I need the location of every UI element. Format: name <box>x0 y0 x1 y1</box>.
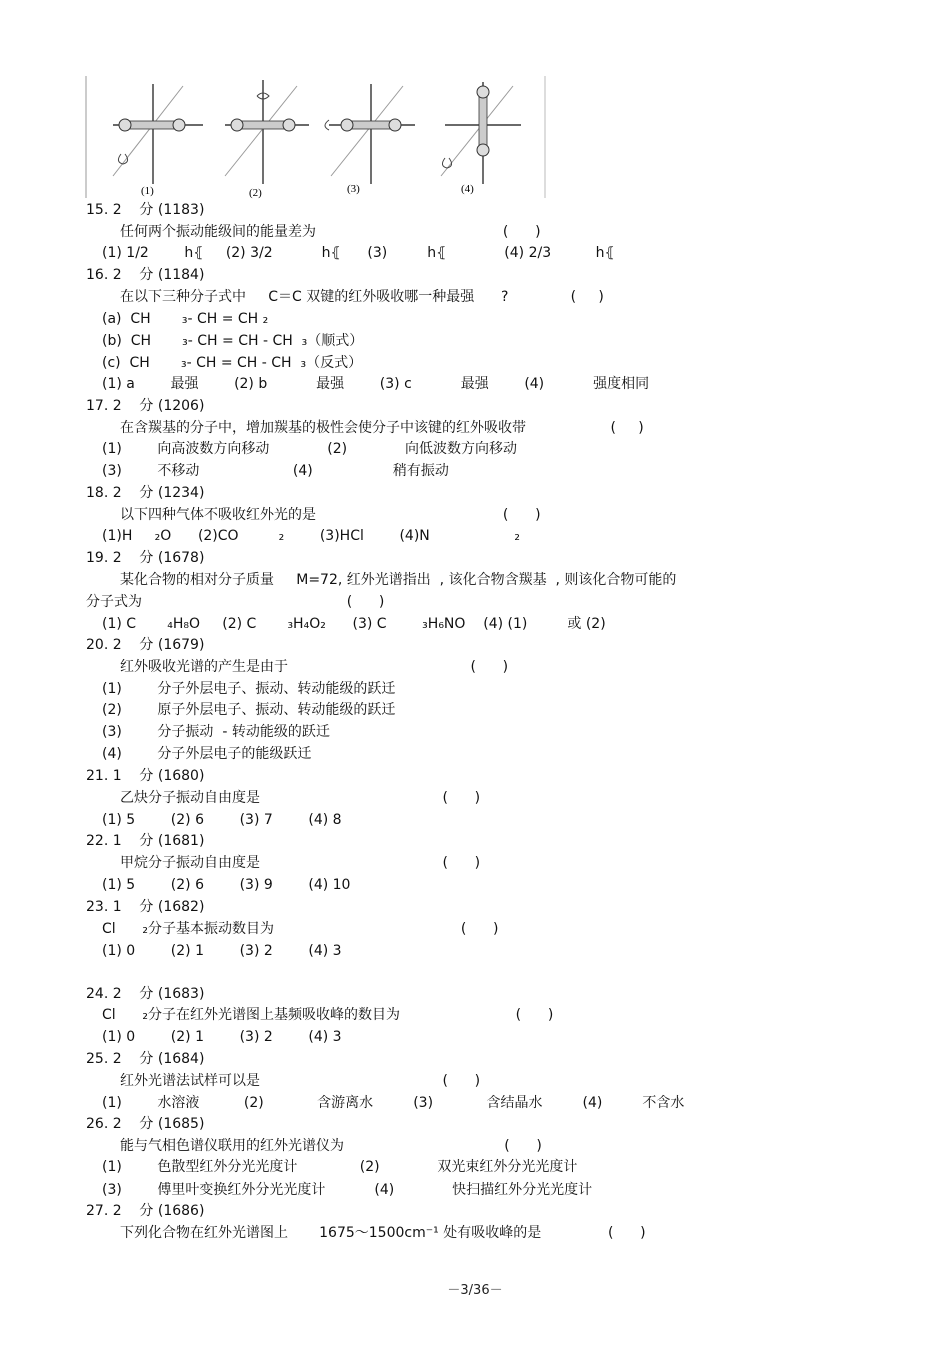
text-line: (4) 分子外层电子的能级跃迁 <box>102 746 312 762</box>
mode-3-diagram <box>325 84 415 184</box>
text-line: 分子式为 ( ) <box>86 594 385 610</box>
text-line: 在以下三种分子式中 C＝C 双键的红外吸收哪一种最强 ? ( ) <box>120 289 604 305</box>
text-line: 15. 2 分 (1183) <box>86 202 205 218</box>
vibration-mode-figure <box>85 76 547 200</box>
caption-3: (3) <box>347 183 360 195</box>
text-line: (1) C ₄H₈O (2) C ₃H₄O₂ (3) C ₃H₆NO (4) (1) 或 (2) <box>102 616 606 632</box>
text-line: 20. 2 分 (1679) <box>86 637 205 653</box>
caption-4: (4) <box>461 183 474 195</box>
text-line: (b) CH ₃- CH = CH - CH ₃（顺式） <box>102 333 364 349</box>
text-line: 17. 2 分 (1206) <box>86 398 205 414</box>
text-line: (1) 色散型红外分光光度计 (2) 双光束红外分光光度计 <box>102 1159 578 1175</box>
text-line: 任何两个振动能级间的能量差为 ( ) <box>120 224 541 240</box>
mode-4-diagram <box>441 82 521 184</box>
text-line: 下列化合物在红外光谱图上 1675～1500cm⁻¹ 处有吸收峰的是 ( ) <box>120 1225 646 1241</box>
page-number: －3/36－ <box>447 1283 503 1298</box>
text-line: 18. 2 分 (1234) <box>86 485 205 501</box>
text-line: (1) 1/2 h⦃ (2) 3/2 h⦃ (3) h⦃ (4) 2/3 h⦃ <box>102 245 615 261</box>
text-line: (1) 分子外层电子、振动、转动能级的跃迁 <box>102 681 396 697</box>
text-line: (3) 分子振动 - 转动能级的跃迁 <box>102 724 330 740</box>
text-line: (1) a 最强 (2) b 最强 (3) c 最强 (4) 强度相同 <box>102 376 650 392</box>
text-line: (1) 5 (2) 6 (3) 7 (4) 8 <box>102 812 342 828</box>
text-line: 在含羰基的分子中，增加羰基的极性会使分子中该键的红外吸收带 ( ) <box>120 420 644 436</box>
text-line: 能与气相色谱仪联用的红外光谱仪为 ( ) <box>120 1138 542 1154</box>
text-line: 25. 2 分 (1684) <box>86 1051 205 1067</box>
text-line: (2) 原子外层电子、振动、转动能级的跃迁 <box>102 702 396 718</box>
text-line: (a) CH ₃- CH = CH ₂ <box>102 311 269 327</box>
mode-1-diagram <box>113 84 203 184</box>
text-line: 红外光谱法试样可以是 ( ) <box>120 1073 481 1089</box>
text-line: 乙炔分子振动自由度是 ( ) <box>120 790 481 806</box>
caption-2: (2) <box>249 187 262 199</box>
caption-1: (1) <box>141 185 154 197</box>
text-line: 22. 1 分 (1681) <box>86 833 205 849</box>
text-line: 以下四种气体不吸收红外光的是 ( ) <box>120 507 541 523</box>
text-line: 23. 1 分 (1682) <box>86 899 205 915</box>
vibration-mode-diagram <box>85 76 547 200</box>
text-line: 27. 2 分 (1686) <box>86 1203 205 1219</box>
text-line: (1)H ₂O (2)CO ₂ (3)HCl (4)N ₂ <box>102 528 520 544</box>
text-line: (c) CH ₃- CH = CH - CH ₃（反式） <box>102 355 363 371</box>
text-line: 某化合物的相对分子质量 M=72, 红外光谱指出 , 该化合物含羰基 , 则该化合物可能的 <box>120 572 677 588</box>
text-line: 24. 2 分 (1683) <box>86 986 205 1002</box>
text-line: Cl ₂分子基本振动数目为 ( ) <box>102 921 499 937</box>
text-line: 19. 2 分 (1678) <box>86 550 205 566</box>
text-line: (1) 0 (2) 1 (3) 2 (4) 3 <box>102 1029 342 1045</box>
text-line: (1) 5 (2) 6 (3) 9 (4) 10 <box>102 877 351 893</box>
text-line: 21. 1 分 (1680) <box>86 768 205 784</box>
text-line: 甲烷分子振动自由度是 ( ) <box>120 855 481 871</box>
text-line: Cl ₂分子在红外光谱图上基频吸收峰的数目为 ( ) <box>102 1007 554 1023</box>
text-line: (1) 向高波数方向移动 (2) 向低波数方向移动 <box>102 441 517 457</box>
text-line: (3) 不移动 (4) 稍有振动 <box>102 463 449 479</box>
text-line: (3) 傅里叶变换红外分光光度计 (4) 快扫描红外分光光度计 <box>102 1182 593 1198</box>
text-line: 16. 2 分 (1184) <box>86 267 205 283</box>
text-line: (1) 水溶液 (2) 含游离水 (3) 含结晶水 (4) 不含水 <box>102 1095 685 1111</box>
text-line: 红外吸收光谱的产生是由于 ( ) <box>120 659 509 675</box>
text-line: 26. 2 分 (1685) <box>86 1116 205 1132</box>
text-line: (1) 0 (2) 1 (3) 2 (4) 3 <box>102 943 342 959</box>
mode-2-diagram <box>225 80 309 184</box>
